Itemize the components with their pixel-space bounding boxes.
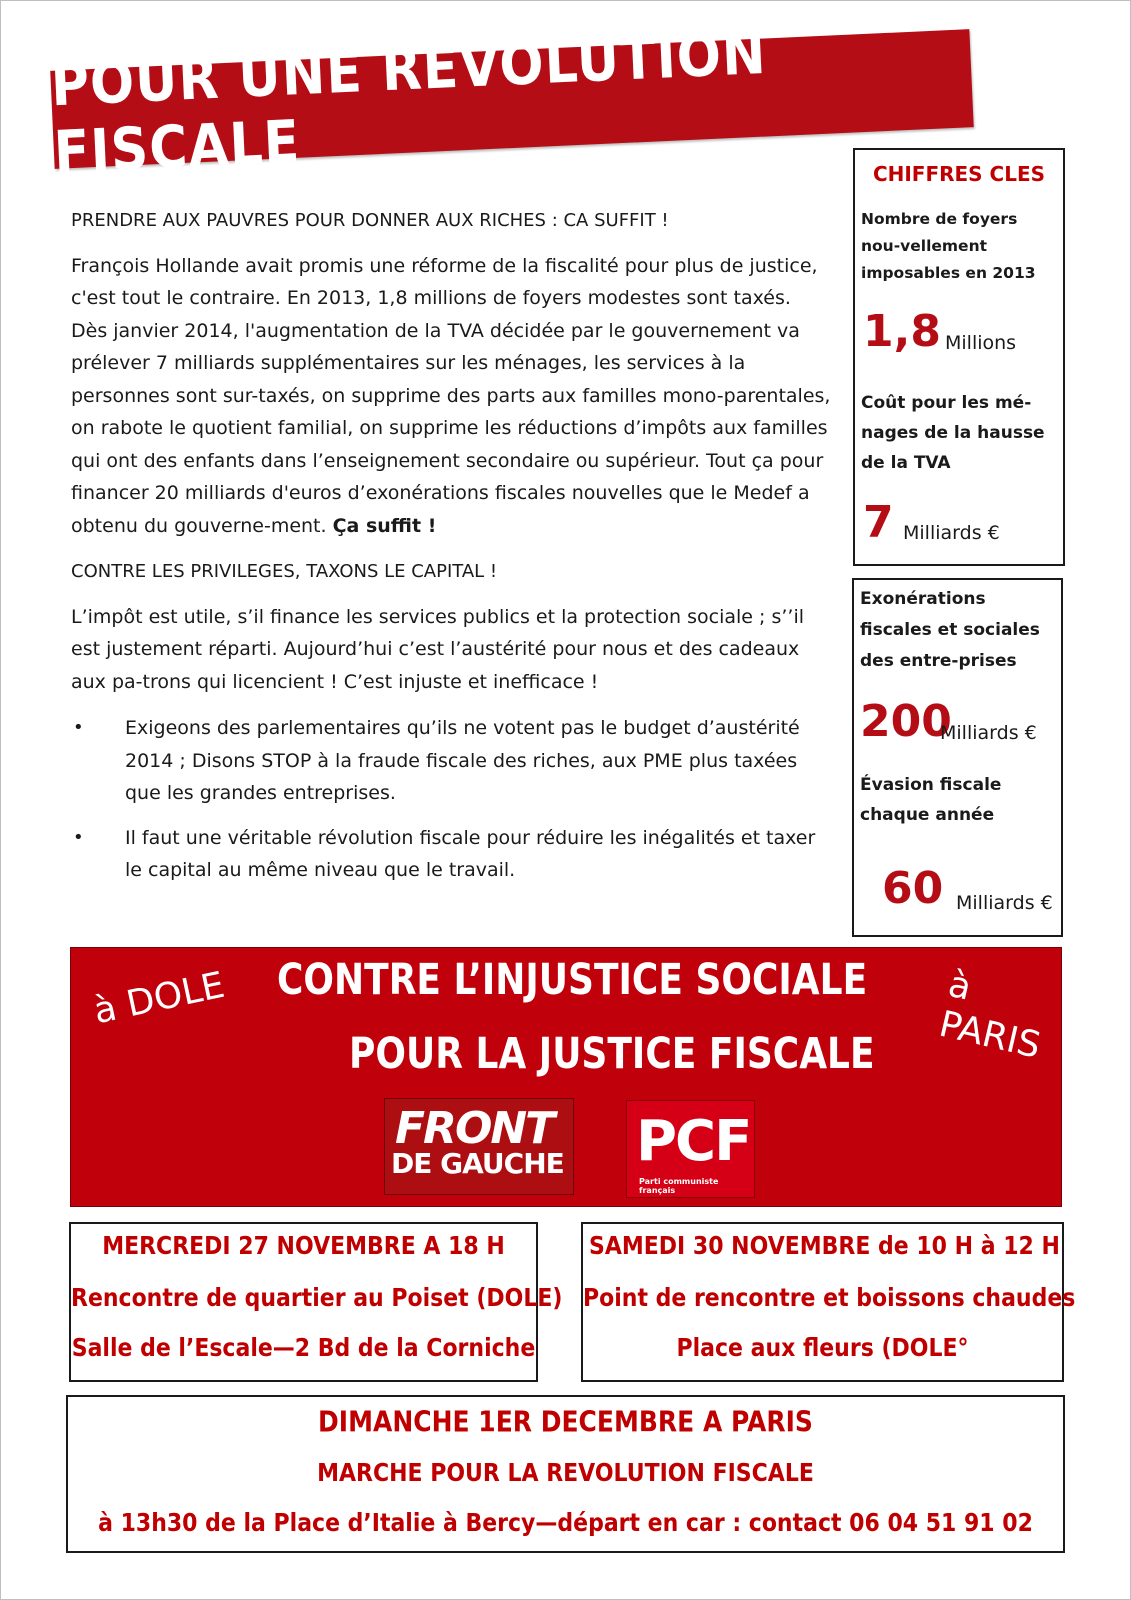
event-box-sunday (66, 1395, 1065, 1553)
front-de-gauche-logo (384, 1098, 574, 1195)
pcf-logo (626, 1100, 755, 1198)
key-figures-box-1 (853, 148, 1065, 566)
red-banner (70, 947, 1062, 1207)
figure-label: Exonérations fiscales et sociales des entre-prises (860, 589, 1040, 671)
page-title: POUR UNE REVOLUTION FISCALE (49, 20, 768, 187)
figure-number: 60 (882, 863, 944, 914)
figure-unit: Milliards € (956, 892, 1053, 914)
figure-unit: Milliards € (940, 722, 1037, 744)
figure-label: Nombre de foyers nou-vellement imposables en 2013 (861, 210, 1036, 282)
event-date: DIMANCHE 1ER DECEMBRE A PARIS (318, 1404, 813, 1439)
location-tag-dole: à DOLE (90, 964, 229, 1033)
figure-unit: Millions (945, 332, 1017, 354)
figure-unit: Milliards € (903, 522, 1000, 544)
event-date: SAMEDI 30 NOVEMBRE de 10 H à 12 H (589, 1232, 1060, 1261)
bullet-icon: • (73, 717, 84, 738)
paragraph-1 (71, 250, 831, 543)
logo-text: Parti communiste français (639, 1177, 719, 1195)
logo-text: PCF (636, 1109, 751, 1174)
event-date: MERCREDI 27 NOVEMBRE A 18 H (102, 1232, 505, 1261)
figure-label: Coût pour les mé-nages de la hausse de la TVA (861, 393, 1045, 473)
event-description: MARCHE POUR LA REVOLUTION FISCALE (317, 1459, 814, 1488)
bullet-icon: • (73, 826, 84, 848)
logo-text: DE GAUCHE (391, 1147, 564, 1180)
bullet-text: Il faut une véritable révolution fiscale pour réduire les inégalités et taxer le capital au même niveau que le travail. (125, 826, 816, 881)
figure-number: 200 (860, 696, 952, 747)
event-description: Point de rencontre et boissons chaudes (583, 1284, 1076, 1313)
figure-number: 7 (863, 497, 894, 548)
key-figures-title: CHIFFRES CLES (872, 162, 1046, 186)
event-description: Rencontre de quartier au Poiset (DOLE) (71, 1284, 563, 1313)
logo-text: FRONT (395, 1103, 554, 1154)
key-figures-box-2 (852, 578, 1063, 937)
paragraph-1-end: Ça suffit ! (332, 514, 437, 537)
event-box-saturday (581, 1222, 1076, 1382)
bullet-list (71, 712, 831, 887)
banner-line-2: POUR LA JUSTICE FISCALE (349, 1030, 875, 1079)
event-box-wednesday (69, 1222, 563, 1382)
event-location: Place aux fleurs (DOLE° (676, 1334, 969, 1363)
figure-label: Évasion fiscale chaque année (860, 775, 1002, 825)
list-item (71, 712, 831, 810)
heading-1: PRENDRE AUX PAUVRES POUR DONNER AUX RICHES : CA SUFFIT ! (71, 210, 669, 231)
bullet-text: Exigeons des parlementaires qu’ils ne votent pas le budget d’austérité 2014 ; Disons STOP à la fraude fiscale des riches, aux PME plus taxées que les grandes entreprises. (125, 717, 800, 804)
banner-line-1: CONTRE L’INJUSTICE SOCIALE (277, 956, 868, 1005)
main-article (71, 205, 831, 899)
event-location: Salle de l’Escale—2 Bd de la Corniche (71, 1334, 536, 1363)
heading-2: CONTRE LES PRIVILEGES, TAXONS LE CAPITAL ! (71, 561, 498, 582)
paragraph-1-text: François Hollande avait promis une réforme de la fiscalité pour plus de justice, c'est tout le contraire. En 2013, 1,8 millions de foyers modestes sont taxés. Dès janvier 2014, l'augmentation de la TVA décidée par le gouvernement va prélever 7 milliards supplémentaires sur les ménages, les services à la personnes sont sur-taxés, on supprime des parts aux familles mono-parentales, on rabote le quotient familial, on supprime les réductions d’impôts aux familles qui ont des enfants dans l’enseignement secondaire ou supérieur. Tout ça pour financer 20 milliards d'euros d’exonérations fiscales nouvelles que le Medef a obtenu du gouverne-ment. (71, 254, 831, 537)
list-item (71, 822, 831, 887)
paragraph-2: L’impôt est utile, s’il finance les services publics et la protection sociale ; s’’il est justement réparti. Aujourd’hui c’est l’austérité pour nous et des cadeaux aux pa-trons qui licencient ! C’est injuste et inefficace ! (71, 605, 805, 693)
event-location: à 13h30 de la Place d’Italie à Bercy—départ en car : contact 06 04 51 91 02 (98, 1509, 1033, 1538)
figure-number: 1,8 (863, 306, 941, 357)
location-tag-paris: à PARIS (935, 963, 1045, 1067)
